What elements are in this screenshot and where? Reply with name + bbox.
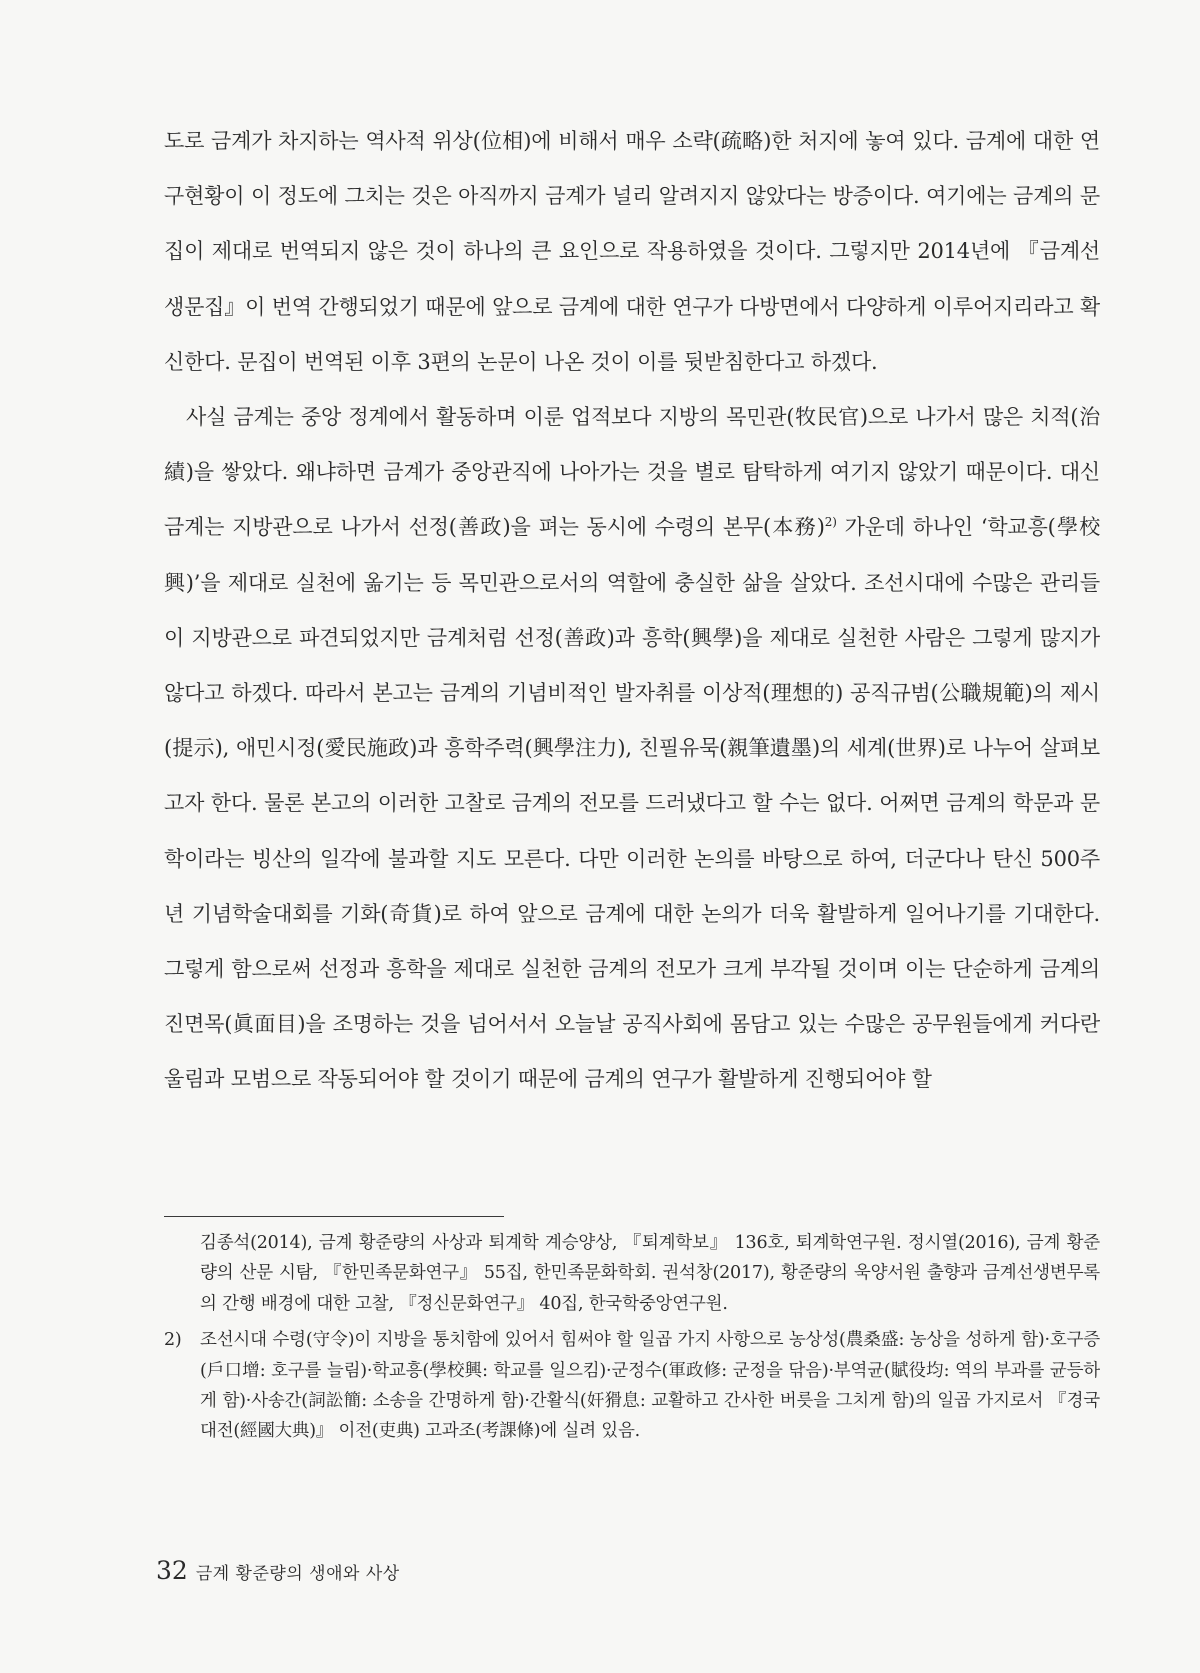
page-footer bbox=[156, 1556, 400, 1585]
paragraph-2 bbox=[164, 390, 1100, 1108]
paragraph-2-part-2: 가운데 하나인 ‘학교흥(學校興)’을 제대로 실천에 옮기는 등 목민관으로서의 역할에 충실한 삶을 살았다. 조선시대에 수많은 관리들이 지방관으로 파견되었지만 금계처럼 선정(善政)과 흥학(興學)을 제대로 실천한 사람은 그렇게 많지가 않다고 하겠다. 따라서 본고는 금계의 기념비적인 발자취를 이상적(理想的) 공직규범(公職規範)의 제시(提示), 애민시정(愛民施政)과 흥학주력(興學注力), 친필유묵(親筆遺墨)의 세계(世界)로 나누어 살펴보고자 한다. 물론 본고의 이러한 고찰로 금계의 전모를 드러냈다고 할 수는 없다. 어쩌면 금계의 학문과 문학이라는 빙산의 일각에 불과할 지도 모른다. 다만 이러한 논의를 바탕으로 하여, 더군다나 탄신 500주년 기념학술대회를 기화(奇貨)로 하여 앞으로 금계에 대한 논의가 더욱 활발하게 일어나기를 기대한다. 그렇게 함으로써 선정과 흥학을 제대로 실천한 금계의 전모가 크게 부각될 것이며 이는 단순하게 금계의 진면목(眞面目)을 조명하는 것을 넘어서서 오늘날 공직사회에 몸담고 있는 수많은 공무원들에게 커다란 울림과 모범으로 작동되어야 할 것이기 때문에 금계의 연구가 활발하게 진행되어야 할 bbox=[164, 515, 1100, 1092]
body-text bbox=[164, 114, 1100, 1108]
page-number: 32 bbox=[156, 1556, 188, 1585]
footnote-2 bbox=[164, 1325, 1100, 1447]
footnote-ref-2: 2) bbox=[824, 515, 837, 530]
footnote-number bbox=[164, 1228, 200, 1319]
running-title: 금계 황준량의 생애와 사상 bbox=[195, 1564, 400, 1584]
paragraph-2-part-1: 사실 금계는 중앙 정계에서 활동하며 이룬 업적보다 지방의 목민관(牧民官)으로 나가서 많은 치적(治績)을 쌓았다. 왜냐하면 금계가 중앙관직에 나아가는 것을 별로 탐탁하게 여기지 않았기 때문이다. 대신 금계는 지방관으로 나가서 선정(善政)을 펴는 동시에 수령의 본무(本務) bbox=[164, 405, 1100, 540]
footnote-1 bbox=[164, 1228, 1100, 1319]
paragraph-1: 도로 금계가 차지하는 역사적 위상(位相)에 비해서 매우 소략(疏略)한 처지에 놓여 있다. 금계에 대한 연구현황이 이 정도에 그치는 것은 아직까지 금계가 널리 알려지지 않았다는 방증이다. 여기에는 금계의 문집이 제대로 번역되지 않은 것이 하나의 큰 요인으로 작용하였을 것이다. 그렇지만 2014년에 『금계선생문집』이 번역 간행되었기 때문에 앞으로 금계에 대한 연구가 다방면에서 다양하게 이루어지리라고 확신한다. 문집이 번역된 이후 3편의 논문이 나온 것이 이를 뒷받침한다고 하겠다. bbox=[164, 129, 1100, 374]
footnote-text: 조선시대 수령(守令)이 지방을 통치함에 있어서 힘써야 할 일곱 가지 사항으로 농상성(農桑盛: 농상을 성하게 함)·호구증(戶口增: 호구를 늘림)·학교흥(學校興: 학교를 일으킴)·군정수(軍政修: 군정을 닦음)·부역균(賦役均: 역의 부과를 균등하게 함)·사송간(詞訟簡: 소송을 간명하게 함)·간활식(奸猾息: 교활하고 간사한 버릇을 그치게 함)의 일곱 가지로서 『경국대전(經國大典)』 이전(吏典) 고과조(考課條)에 실려 있음. bbox=[200, 1330, 1100, 1442]
footnote-number: 2) bbox=[164, 1330, 182, 1351]
footnotes bbox=[164, 1228, 1100, 1453]
footnote-text: 김종석(2014), 금계 황준량의 사상과 퇴계학 계승양상, 『퇴계학보』 136호, 퇴계학연구원. 정시열(2016), 금계 황준량의 산문 시탐, 『한민족문화연구』 55집, 한민족문화학회. 권석창(2017), 황준량의 욱양서원 출향과 금계선생변무록의 간행 배경에 대한 고찰, 『정신문화연구』 40집, 한국학중앙연구원. bbox=[200, 1233, 1100, 1314]
footnote-divider bbox=[164, 1216, 504, 1217]
